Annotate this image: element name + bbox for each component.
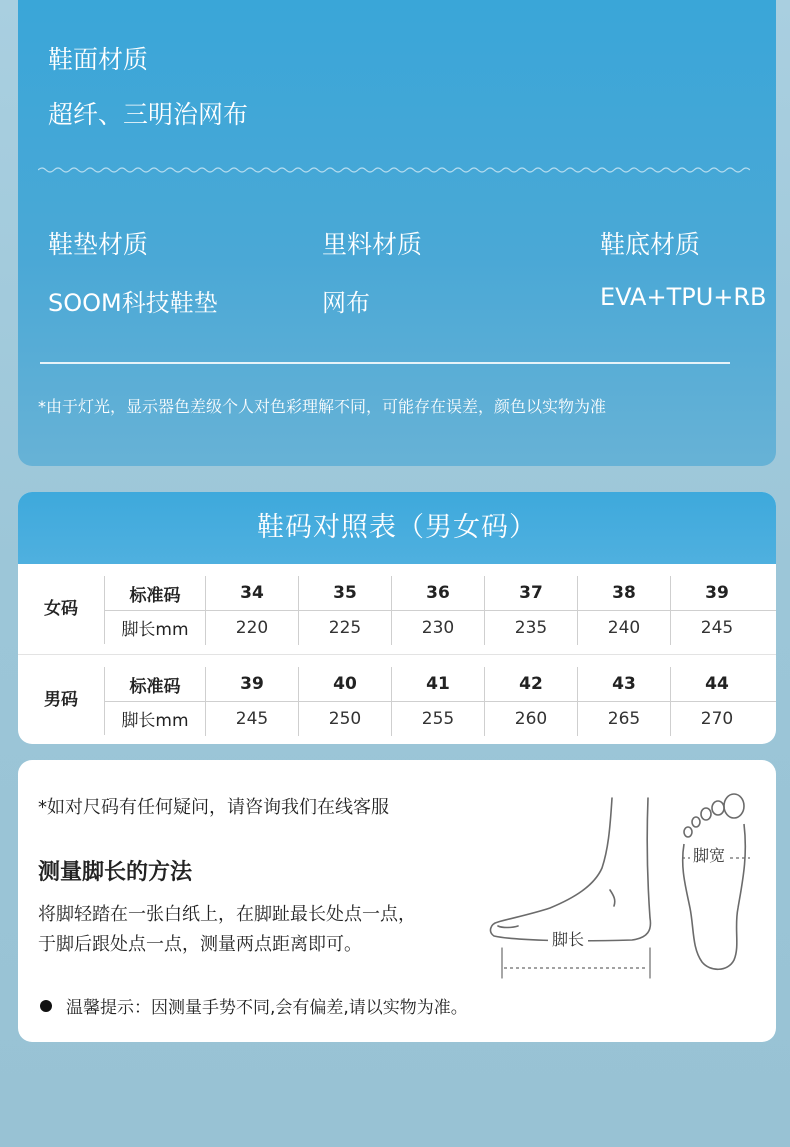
size-cell: 42 [484, 667, 577, 701]
length-cell: 260 [484, 702, 577, 736]
row-label: 脚长mm [121, 711, 189, 731]
size-cell: 41 [391, 667, 484, 701]
wavy-divider [38, 166, 750, 174]
size-cell: 40 [298, 667, 391, 701]
size-cell: 38 [577, 576, 670, 610]
length-cell: 255 [391, 702, 484, 736]
sole-material [600, 225, 767, 311]
tip-text: 温馨提示：因测量手势不同,会有偏差,请以实物为准。 [66, 998, 468, 1018]
foot-side-view-icon [482, 790, 662, 990]
row-label: 标准码 [129, 676, 181, 697]
group-name: 男码 [44, 690, 78, 710]
tip-row [40, 993, 468, 1018]
method-title: 测量脚长的方法 [38, 860, 193, 885]
size-table [18, 564, 776, 744]
row-label: 脚长mm [121, 620, 189, 640]
lining-material-value: 网布 [322, 289, 370, 317]
bullet-icon [40, 1000, 52, 1012]
length-cell: 225 [298, 611, 391, 645]
size-cell: 37 [484, 576, 577, 610]
foot-length-row [105, 701, 776, 735]
foot-length-row [105, 610, 776, 644]
length-cell: 220 [205, 611, 298, 645]
size-cell: 39 [670, 576, 763, 610]
foot-sole-view-icon [676, 788, 758, 978]
size-group-men [18, 654, 776, 744]
foot-width-label: 脚宽 [690, 843, 728, 866]
size-cell: 36 [391, 576, 484, 610]
group-name: 女码 [44, 599, 78, 619]
standard-size-row [105, 576, 776, 610]
size-cell: 39 [205, 667, 298, 701]
length-cell: 270 [670, 702, 763, 736]
length-cell: 250 [298, 702, 391, 736]
lining-material [322, 225, 422, 318]
size-cell: 34 [205, 576, 298, 610]
color-disclaimer: *由于灯光，显示器色差级个人对色彩理解不同，可能存在误差，颜色以实物为准 [38, 397, 607, 416]
length-cell: 235 [484, 611, 577, 645]
length-cell: 265 [577, 702, 670, 736]
size-chart-card [18, 492, 776, 744]
solid-divider [40, 362, 730, 364]
length-cell: 245 [205, 702, 298, 736]
measure-card [18, 760, 776, 1042]
insole-material-label: 鞋垫材质 [48, 230, 149, 259]
material-card [18, 0, 776, 466]
size-chart-title: 鞋码对照表（男女码） [18, 492, 776, 564]
upper-material-value: 超纤、三明治网布 [48, 100, 249, 129]
lining-material-label: 里料材质 [322, 230, 423, 259]
size-cell: 44 [670, 667, 763, 701]
sole-material-label: 鞋底材质 [600, 230, 701, 259]
length-cell: 245 [670, 611, 763, 645]
consult-note: *如对尺码有任何疑问，请咨询我们在线客服 [38, 797, 389, 818]
length-cell: 230 [391, 611, 484, 645]
insole-material-value: SOOM科技鞋垫 [48, 289, 218, 317]
size-group-women [18, 564, 776, 654]
foot-length-label: 脚长 [548, 927, 588, 950]
standard-size-row [105, 667, 776, 701]
size-cell: 43 [577, 667, 670, 701]
upper-material-label: 鞋面材质 [48, 45, 149, 74]
row-label: 标准码 [129, 585, 181, 606]
sole-material-value: EVA+TPU+RB [600, 283, 767, 311]
insole-material [48, 225, 218, 318]
method-instruction-line1: 将脚轻踏在一张白纸上，在脚趾最长处点一点， [38, 904, 416, 925]
size-cell: 35 [298, 576, 391, 610]
method-instruction-line2: 于脚后跟处点一点，测量两点距离即可。 [38, 934, 362, 955]
length-cell: 240 [577, 611, 670, 645]
